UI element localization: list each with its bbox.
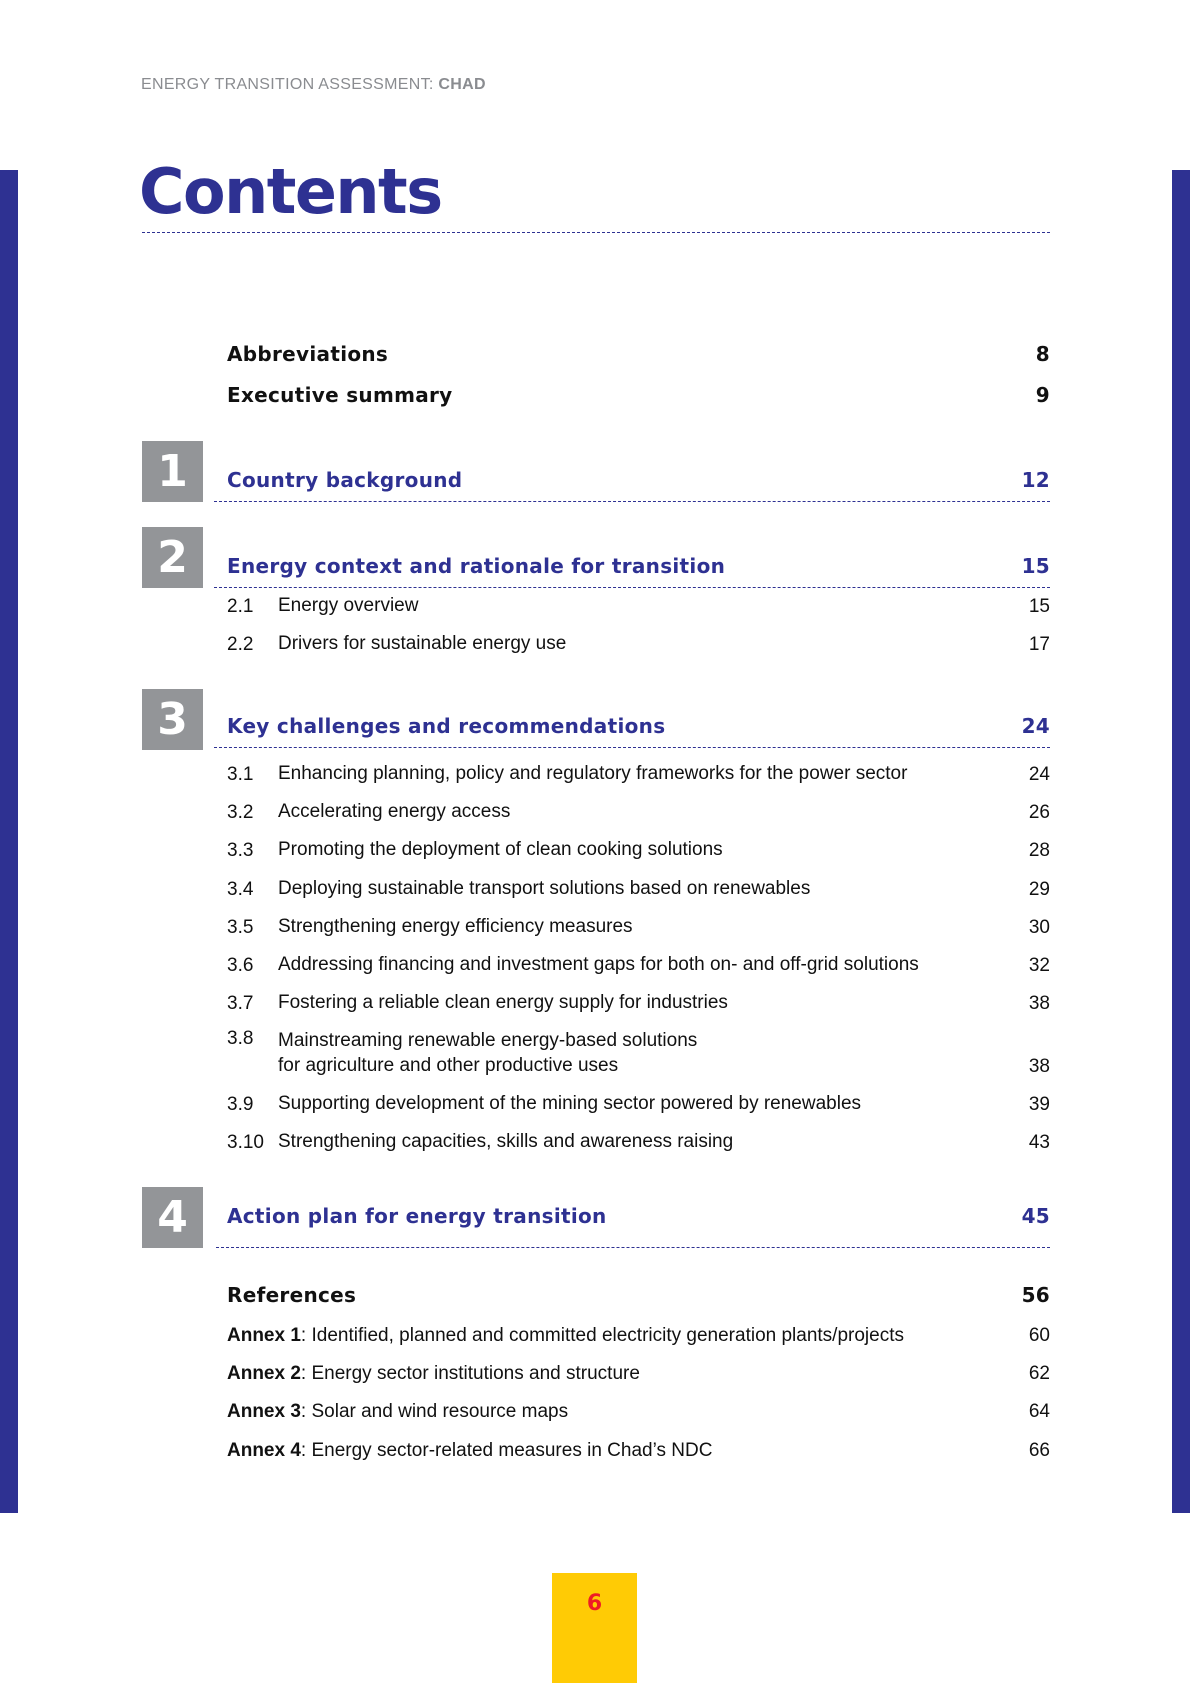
page-number: 6 [586, 1591, 603, 1616]
section-title: Addressing financing and investment gaps for both on- and off-grid solutions [278, 954, 919, 975]
entry-label: Abbreviations [227, 342, 389, 366]
section-number: 3.5 [227, 917, 254, 938]
entry-label: Executive summary [227, 383, 453, 407]
chapter-number-box: 2 [142, 527, 203, 588]
annex-page: 66 [1028, 1440, 1050, 1461]
section-page: 24 [1028, 764, 1050, 785]
section-title-line-2: for agriculture and other productive uses [278, 1055, 619, 1076]
section-number: 2.1 [227, 596, 254, 617]
chapter-title: Energy context and rationale for transition [227, 554, 726, 578]
section-page: 32 [1028, 955, 1050, 976]
annex-entry [227, 1363, 640, 1385]
section-page: 15 [1028, 596, 1050, 617]
toc-section-3-5[interactable] [227, 914, 1050, 939]
section-title [278, 1028, 1029, 1078]
running-head-country: CHAD [438, 76, 486, 93]
toc-section-3-8[interactable] [227, 1028, 1050, 1078]
toc-entry-abbreviations[interactable] [227, 342, 1050, 366]
title-divider [142, 232, 1050, 233]
toc-chapter-key-challenges[interactable] [227, 714, 1050, 738]
section-title: Strengthening capacities, skills and awareness raising [278, 1131, 734, 1152]
chapter-page: 45 [1021, 1204, 1050, 1228]
toc-section-2-2[interactable] [227, 631, 1050, 656]
section-number: 3.4 [227, 879, 254, 900]
section-page: 38 [1028, 1056, 1050, 1077]
toc-chapter-country-background[interactable] [227, 468, 1050, 492]
section-page: 17 [1028, 634, 1050, 655]
chapter-title: Country background [227, 468, 463, 492]
entry-page: 9 [1035, 383, 1050, 407]
right-accent-bar [1172, 170, 1190, 1513]
toc-chapter-energy-context[interactable] [227, 554, 1050, 578]
section-number: 2.2 [227, 634, 254, 655]
running-head [141, 76, 486, 94]
chapter-page: 24 [1021, 714, 1050, 738]
section-title: Strengthening energy efficiency measures [278, 916, 633, 937]
toc-section-3-7[interactable] [227, 990, 1050, 1015]
toc-section-3-6[interactable] [227, 952, 1050, 977]
chapter-divider [214, 587, 1050, 588]
chapter-page: 12 [1021, 468, 1050, 492]
running-head-prefix: ENERGY TRANSITION ASSESSMENT: [141, 76, 439, 93]
annex-label: Annex 3 [227, 1401, 301, 1422]
section-title-line-1: Mainstreaming renewable energy-based solutions [278, 1030, 698, 1051]
toc-section-2-1[interactable] [227, 593, 1050, 618]
toc-section-3-3[interactable] [227, 837, 1050, 862]
toc-annex-2[interactable] [227, 1363, 1050, 1385]
entry-page: 8 [1035, 342, 1050, 366]
section-number: 3.8 [227, 1028, 254, 1049]
section-number: 3.7 [227, 993, 254, 1014]
section-page: 28 [1028, 840, 1050, 861]
section-page: 43 [1028, 1132, 1050, 1153]
annex-title: : Solar and wind resource maps [300, 1401, 569, 1422]
toc-section-3-2[interactable] [227, 799, 1050, 824]
section-title: Fostering a reliable clean energy supply for industries [278, 992, 728, 1013]
section-number: 3.6 [227, 955, 254, 976]
toc-section-3-10[interactable] [227, 1129, 1050, 1154]
page-title: Contents [139, 155, 442, 228]
chapter-page: 15 [1021, 554, 1050, 578]
toc-annex-3[interactable] [227, 1401, 1050, 1423]
chapter-divider [214, 501, 1050, 502]
annex-title: : Identified, planned and committed electricity generation plants/projects [300, 1325, 904, 1346]
entry-label: References [227, 1283, 357, 1307]
section-page: 30 [1028, 917, 1050, 938]
annex-label: Annex 4 [227, 1440, 301, 1461]
chapter-divider [216, 1247, 1050, 1248]
left-accent-bar [0, 170, 18, 1513]
toc-chapter-action-plan[interactable] [227, 1204, 1050, 1228]
section-page: 29 [1028, 879, 1050, 900]
annex-label: Annex 2 [227, 1363, 301, 1384]
section-page: 39 [1028, 1094, 1050, 1115]
chapter-title: Key challenges and recommendations [227, 714, 666, 738]
section-title: Drivers for sustainable energy use [278, 633, 567, 654]
annex-label: Annex 1 [227, 1325, 301, 1346]
entry-page: 56 [1021, 1283, 1050, 1307]
annex-entry [227, 1440, 712, 1462]
section-title: Enhancing planning, policy and regulatory frameworks for the power sector [278, 763, 908, 784]
toc-annex-1[interactable] [227, 1325, 1050, 1347]
toc-section-3-1[interactable] [227, 761, 1050, 786]
chapter-divider [214, 747, 1050, 748]
chapter-number-box: 4 [142, 1187, 203, 1248]
section-title: Promoting the deployment of clean cooking solutions [278, 839, 723, 860]
toc-section-3-9[interactable] [227, 1091, 1050, 1116]
chapter-title: Action plan for energy transition [227, 1204, 607, 1228]
chapter-number-box: 3 [142, 689, 203, 750]
section-page: 38 [1028, 993, 1050, 1014]
section-title: Deploying sustainable transport solutions based on renewables [278, 878, 811, 899]
annex-page: 62 [1028, 1363, 1050, 1384]
annex-title: : Energy sector-related measures in Chad’s NDC [300, 1440, 713, 1461]
section-number: 3.3 [227, 840, 254, 861]
section-title: Energy overview [278, 595, 419, 616]
toc-entry-references[interactable] [227, 1283, 1050, 1307]
annex-page: 64 [1028, 1401, 1050, 1422]
annex-entry [227, 1325, 904, 1347]
section-number: 3.1 [227, 764, 254, 785]
section-title: Supporting development of the mining sector powered by renewables [278, 1093, 862, 1114]
toc-section-3-4[interactable] [227, 876, 1050, 901]
chapter-number-box: 1 [142, 441, 203, 502]
toc-entry-executive-summary[interactable] [227, 383, 1050, 407]
section-title: Accelerating energy access [278, 801, 511, 822]
section-number: 3.9 [227, 1094, 254, 1115]
section-number: 3.10 [227, 1132, 264, 1153]
page-number-tab [552, 1573, 637, 1683]
section-page: 26 [1028, 802, 1050, 823]
toc-annex-4[interactable] [227, 1440, 1050, 1462]
annex-page: 60 [1028, 1325, 1050, 1346]
annex-title: : Energy sector institutions and structure [300, 1363, 640, 1384]
section-number: 3.2 [227, 802, 254, 823]
annex-entry [227, 1401, 568, 1423]
